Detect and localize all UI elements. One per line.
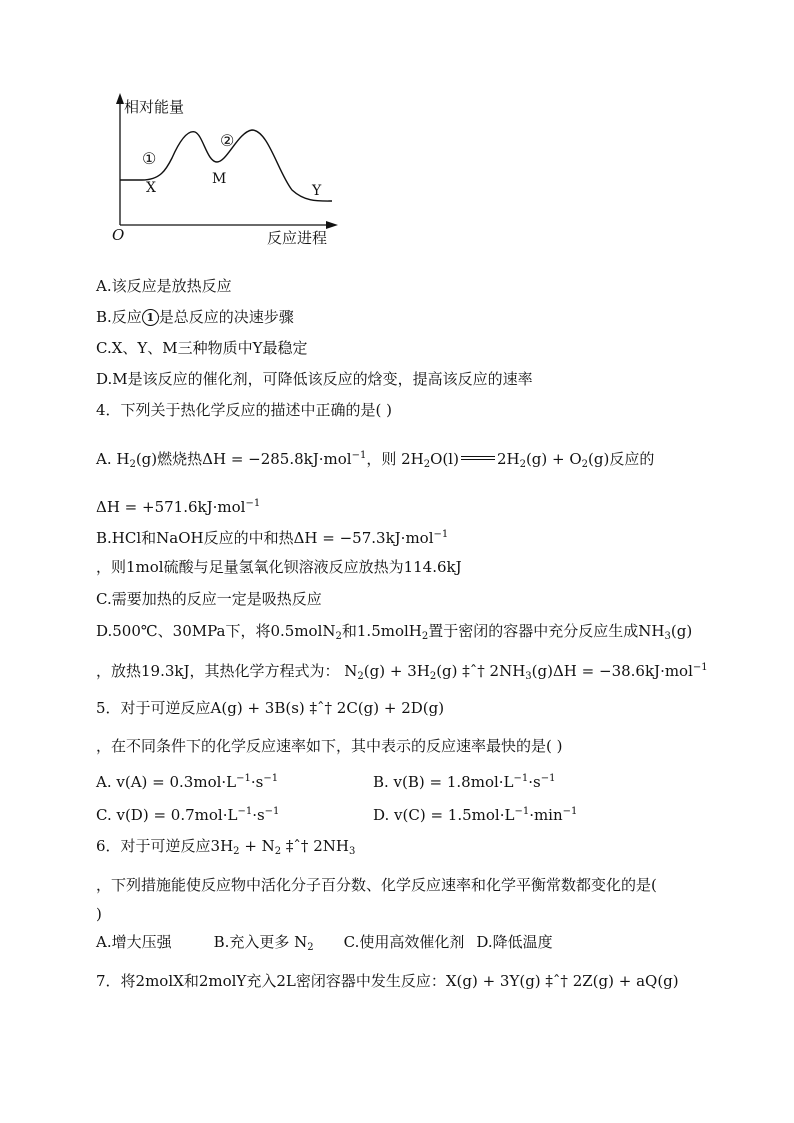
q5-stem-line1: 5．对于可逆反应A(g) + 3B(s) ‡ˆ† 2C(g) + 2D(g) (96, 699, 445, 717)
equals-double-line (461, 456, 495, 460)
q3-option-d: D.M是该反应的催化剂，可降低该反应的焓变，提高该反应的速率 (96, 370, 533, 388)
q6-option-a: A.增大压强 (96, 933, 172, 951)
q6-option-d: D.降低温度 (476, 933, 553, 951)
q6-stem-line2: ，下列措施能使反应物中活化分子百分数、化学反应速率和化学平衡常数都变化的是( (96, 876, 657, 894)
y-axis-label: 相对能量 (124, 98, 185, 116)
circled-one-icon: 1 (142, 309, 159, 326)
y-label: Y (312, 183, 322, 199)
q3-option-b: B.反应 1 是总反应的决速步骤 (96, 308, 294, 326)
q5-option-d: D. $v(C) = 1.5mol\cdot L^{-1}\cdot\min^{-1}$ (373, 806, 578, 824)
q4-option-a-line2: ΔH = +571.6kJ·mol$^{-1}$ (96, 498, 261, 516)
q5-option-c: C. $v(D) = 0.7mol\cdot L^{-1}\cdot s^{-1}$ (96, 806, 280, 824)
x-axis-arrow-icon (326, 221, 338, 229)
q4-option-b-line1: B.HCl和NaOH反应的中和热ΔH = −57.3kJ·mol$^{-1}$ (96, 529, 449, 547)
x-axis-label: 反应进程 (267, 229, 328, 247)
x-label: X (146, 180, 156, 196)
y-axis-arrow-icon (116, 93, 124, 104)
q7-stem: 7．将2molX和2molY充入2L密闭容器中发生反应：X(g) + 3Y(g) ‡ˆ† 2Z(g) + aQ(g) (96, 972, 679, 990)
q4-option-c: C.需要加热的反应一定是吸热反应 (96, 590, 322, 608)
q4-option-a-line1: A. $H_2(g)$燃烧热ΔH = −285.8kJ·mol$^{-1}$，则 $2H_2O(l) 2H_2(g) + O_2(g)$反应的 (96, 450, 655, 470)
q3-option-c: C.X、Y、M三种物质中Y最稳定 (96, 339, 308, 357)
q4-stem: 4．下列关于热化学反应的描述中正确的是( ) (96, 401, 393, 419)
q6-stem-line1: 6．对于可逆反应$3H_2 + N_2$ ‡ˆ† $2NH_3$ (96, 837, 356, 857)
q5-option-b: B. $v(B) = 1.8mol\cdot L^{-1}\cdot s^{-1}$ (373, 773, 556, 791)
q4-option-d-line2: ，放热19.3kJ，其热化学方程式为： $N_2(g) + 3H_2(g)$ ‡ˆ† $2NH_3(g)\Delta H = -38.6kJ\cdot mol^{-1}$ (96, 662, 708, 682)
energy-diagram (100, 90, 360, 255)
q6-option-b: B.充入更多 $N_2$ (213, 933, 314, 953)
q5-option-a: A. $v(A) = 0.3mol\cdot L^{-1}\cdot s^{-1}$ (96, 773, 279, 791)
q6-options (96, 932, 553, 958)
step2-label: ② (220, 131, 235, 150)
m-label: M (212, 171, 227, 187)
step1-label: ① (142, 149, 157, 168)
q3-option-a: A.该反应是放热反应 (96, 277, 232, 295)
q4-option-b-line2: ，则1mol硫酸与足量氢氧化钡溶液反应放热为114.6kJ (96, 558, 462, 576)
q6-option-c: C.使用高效催化剂 (343, 933, 465, 951)
q4-option-d-line1: D.500℃、30MPa下，将0.5molN$_2$和1.5molH$_2$置于密闭的容器中充分反应生成$NH_3(g)$ (96, 622, 693, 642)
origin-label: O (112, 226, 125, 244)
q5-stem-line2: ，在不同条件下的化学反应速率如下，其中表示的反应速率最快的是( ) (96, 737, 563, 755)
q6-stem-line3: ) (96, 905, 102, 923)
